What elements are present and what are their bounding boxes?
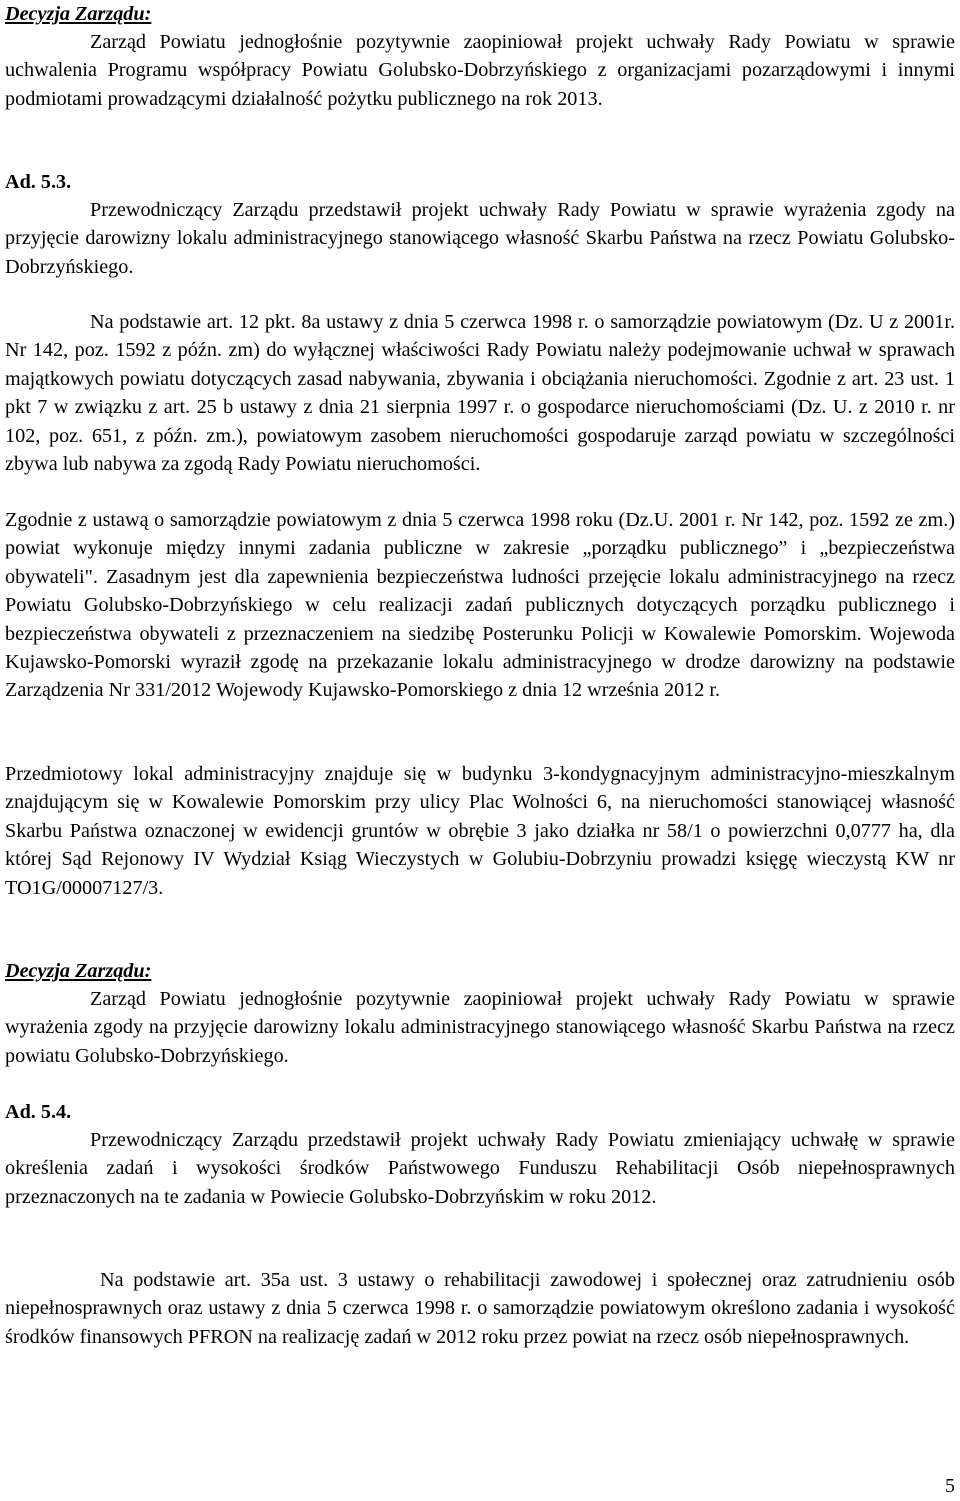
- paragraph-ad-5-3-public-order: Zgodnie z ustawą o samorządzie powiatowym z dnia 5 czerwca 1998 roku (Dz.U. 2001 r. Nr 142, poz. 1592 ze zm.) powiat wykonuje między innymi zadania publiczne w zakresie „porządku publicznego” i „bezpieczeństwa obywateli". Zasadnym jest dla zapewnienia bezpieczeństwa ludności przejęcie lokalu administracyjnego na rzecz Powiatu Golubsko-Dobrzyńskiego w celu realizacji zadań publicznych dotyczących porządku publicznego i bezpieczeństwa obywateli z przeznaczeniem na siedzibę Posterunku Policji w Kowalewie Pomorskim. Wojewoda Kujawsko-Pomorski wyraził zgodę na przekazanie lokalu administracyjnego w drodze darowizny na podstawie Zarządzenia Nr 331/2012 Wojewody Kujawsko-Pomorskiego z dnia 12 września 2012 r.: [5, 509, 955, 702]
- paragraph-ad-5-3-premises: Przedmiotowy lokal administracyjny znajduje się w budynku 3-kondygnacyjnym administracyjno-mieszkalnym znajdującym się w Kowalewie Pomorskim przy ulicy Plac Wolności 6, na nieruchomości stanowiącej własność Skarbu Państwa oznaczonej w ewidencji gruntów w obrębie 3 jako działka nr 58/1 o powierzchni 0,0777 ha, dla której Sąd Rejonowy IV Wydział Ksiąg Wieczystych w Golubiu-Dobrzyniu prowadzi księgę wieczystą KW nr TO1G/00007127/3.: [5, 763, 955, 899]
- paragraph-ad-5-3-legal-basis: Na podstawie art. 12 pkt. 8a ustawy z dnia 5 czerwca 1998 r. o samorządzie powiatowym (Dz. U z 2001r. Nr 142, poz. 1592 z późn. zm) do wyłącznej właściwości Rady Powiatu należy podejmowanie uchwał w sprawach majątkowych powiatu dotyczących zasad nabywania, zbywania i obciążania nieruchomości. Zgodnie z art. 23 ust. 1 pkt 7 w związku z art. 25 b ustawy z dnia 21 sierpnia 1997 r. o gospodarce nieruchomościami (Dz. U. z 2010 r. nr 102, poz. 651, z późn. zm.), powiatowym zasobem nieruchomości gospodaruje zarząd powiatu w szczególności zbywa lub nabywa za zgodą Rady Powiatu nieruchomości.: [5, 311, 955, 476]
- paragraph-ad-5-4-legal-basis: Na podstawie art. 35a ust. 3 ustawy o rehabilitacji zawodowej i społecznej oraz zatrudnieniu osób niepełnosprawnych oraz ustawy z dnia 5 czerwca 1998 r. o samorządzie powiatowym określono zadania i wysokość środków finansowych PFRON na realizację zadań w 2012 roku przez powiat na rzecz osób niepełnosprawnych.: [5, 1269, 955, 1348]
- section-heading-ad-5-4: Ad. 5.4.: [5, 1101, 72, 1123]
- page-number: 5: [945, 1475, 955, 1497]
- decision-text-2: Zarząd Powiatu jednogłośnie pozytywnie zaopiniował projekt uchwały Rady Powiatu w sprawie wyrażenia zgody na przyjęcie darowizny lokalu administracyjnego stanowiącego własność Skarbu Państwa na rzecz powiatu Golubsko-Dobrzyńskiego.: [5, 988, 955, 1067]
- section-heading-ad-5-3: Ad. 5.3.: [5, 171, 72, 193]
- decision-text-1: Zarząd Powiatu jednogłośnie pozytywnie zaopiniował projekt uchwały Rady Powiatu w sprawie uchwalenia Programu współpracy Powiatu Golubsko-Dobrzyńskiego z organizacjami pozarządowymi i innymi podmiotami prowadzącymi działalność pożytku publicznego na rok 2013.: [5, 31, 955, 110]
- decision-heading-2: Decyzja Zarządu:: [5, 960, 152, 982]
- decision-heading-1: Decyzja Zarządu:: [5, 3, 152, 25]
- paragraph-ad-5-4-intro: Przewodniczący Zarządu przedstawił projekt uchwały Rady Powiatu zmieniający uchwałę w sprawie określenia zadań i wysokości środków Państwowego Funduszu Rehabilitacji Osób niepełnosprawnych przeznaczonych na te zadania w Powiecie Golubsko-Dobrzyńskim w roku 2012.: [5, 1129, 955, 1208]
- paragraph-ad-5-3-intro: Przewodniczący Zarządu przedstawił projekt uchwały Rady Powiatu w sprawie wyrażenia zgody na przyjęcie darowizny lokalu administracyjnego stanowiącego własność Skarbu Państwa na rzecz Powiatu Golubsko-Dobrzyńskiego.: [5, 199, 955, 278]
